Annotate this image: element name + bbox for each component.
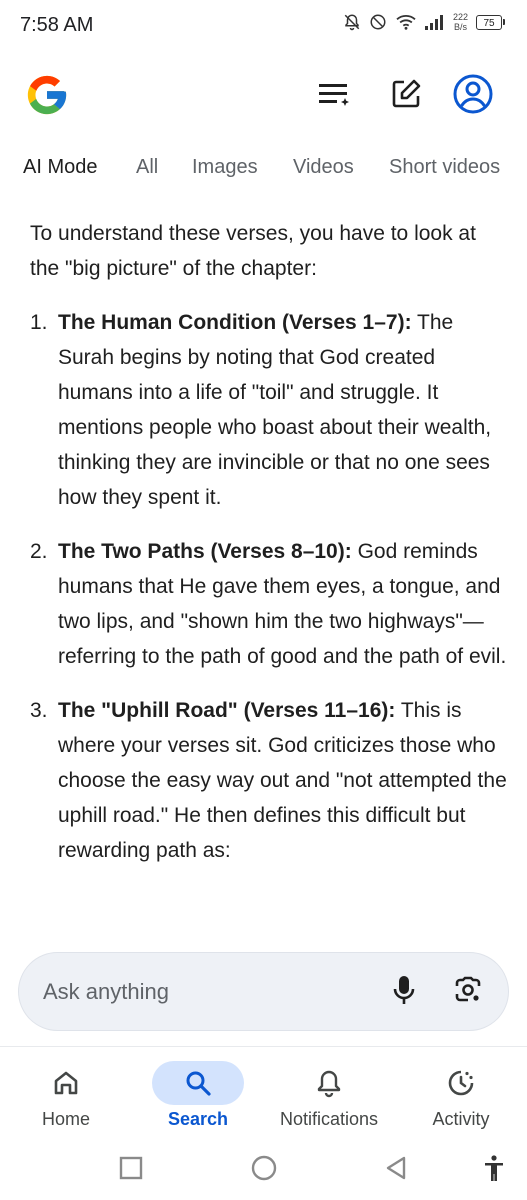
accessibility-icon <box>482 1154 506 1187</box>
activity-icon <box>415 1061 507 1105</box>
history-list-icon <box>317 79 351 114</box>
account-button[interactable] <box>453 76 493 116</box>
home-icon <box>20 1061 112 1105</box>
nav-notifications-label: Notifications <box>279 1109 379 1129</box>
list-item-text: This is where your verses sit. God criticizes those who choose the easy way out and "not attempted the uphill road." He then defines this difficult but rewarding path as: <box>58 699 507 862</box>
do-not-disturb-icon <box>369 13 387 31</box>
microphone-icon <box>392 974 416 1011</box>
nav-activity-label: Activity <box>432 1109 490 1129</box>
alarm-off-icon <box>343 13 361 31</box>
list-item <box>30 305 510 515</box>
account-icon <box>452 73 494 120</box>
signal-icon <box>425 14 445 30</box>
search-icon <box>152 1061 244 1105</box>
status-icons <box>343 12 505 32</box>
list-item-title: The "Uphill Road" (Verses 11–16): <box>58 699 396 722</box>
tab-videos[interactable]: Videos <box>293 156 354 178</box>
recents-button[interactable] <box>113 1152 149 1188</box>
list-number: 1. <box>30 311 48 334</box>
status-time: 7:58 AM <box>20 14 94 36</box>
network-speed-unit: B/s <box>453 22 467 32</box>
network-speed-value: 222 <box>452 12 468 22</box>
bottom-navigation <box>0 1046 527 1143</box>
app-header <box>0 62 527 130</box>
lens-camera-icon <box>453 975 483 1010</box>
response-list <box>30 305 510 868</box>
response-intro: To understand these verses, you have to look at the "big picture" of the chapter: <box>30 222 476 280</box>
circle-icon <box>250 1154 278 1187</box>
ask-placeholder: Ask anything <box>43 979 169 1004</box>
square-icon <box>119 1156 143 1185</box>
list-item-text: The Surah begins by noting that God created humans into a life of "toil" and struggle. It mentions people who boast about their wealth, thinking they are invincible or that no one sees how they spent it. <box>58 311 492 509</box>
search-tabs <box>0 148 527 190</box>
google-g-icon <box>24 72 70 123</box>
history-list-button[interactable] <box>314 76 354 116</box>
nav-search[interactable] <box>132 1047 264 1143</box>
nav-home-label: Home <box>41 1109 90 1129</box>
list-item <box>30 534 510 674</box>
nav-activity[interactable] <box>395 1047 527 1143</box>
list-number: 2. <box>30 540 48 563</box>
battery-level: 75 <box>476 15 502 30</box>
wifi-icon <box>395 13 417 31</box>
tab-all[interactable]: All <box>136 156 159 178</box>
tab-ai-mode[interactable]: AI Mode <box>23 156 98 178</box>
nav-notifications[interactable] <box>263 1047 395 1143</box>
back-triangle-icon <box>384 1155 408 1186</box>
list-item-title: The Human Condition (Verses 1–7): <box>58 311 412 334</box>
system-navigation <box>0 1142 527 1200</box>
nav-home[interactable] <box>0 1047 132 1143</box>
status-bar <box>0 0 527 52</box>
battery-icon <box>476 15 505 30</box>
bell-icon <box>283 1061 375 1105</box>
nav-search-label: Search <box>167 1109 229 1129</box>
lens-button[interactable] <box>449 973 487 1011</box>
ask-input[interactable] <box>18 952 509 1031</box>
list-number: 3. <box>30 699 48 722</box>
ai-response <box>30 216 510 887</box>
accessibility-button[interactable] <box>476 1152 512 1188</box>
tab-short-videos[interactable]: Short videos <box>389 156 501 178</box>
list-item-text: God reminds humans that He gave them eyes, a tongue, and two lips, and "shown him the two highways"—referring to the path of good and the path of evil. <box>58 540 507 668</box>
list-item <box>30 693 510 868</box>
edit-button[interactable] <box>386 76 426 116</box>
home-system-button[interactable] <box>246 1152 282 1188</box>
voice-search-button[interactable] <box>385 973 423 1011</box>
edit-icon <box>390 78 422 115</box>
network-speed <box>453 12 468 32</box>
tab-images[interactable]: Images <box>192 156 258 178</box>
back-button[interactable] <box>378 1152 414 1188</box>
list-item-title: The Two Paths (Verses 8–10): <box>58 540 352 563</box>
